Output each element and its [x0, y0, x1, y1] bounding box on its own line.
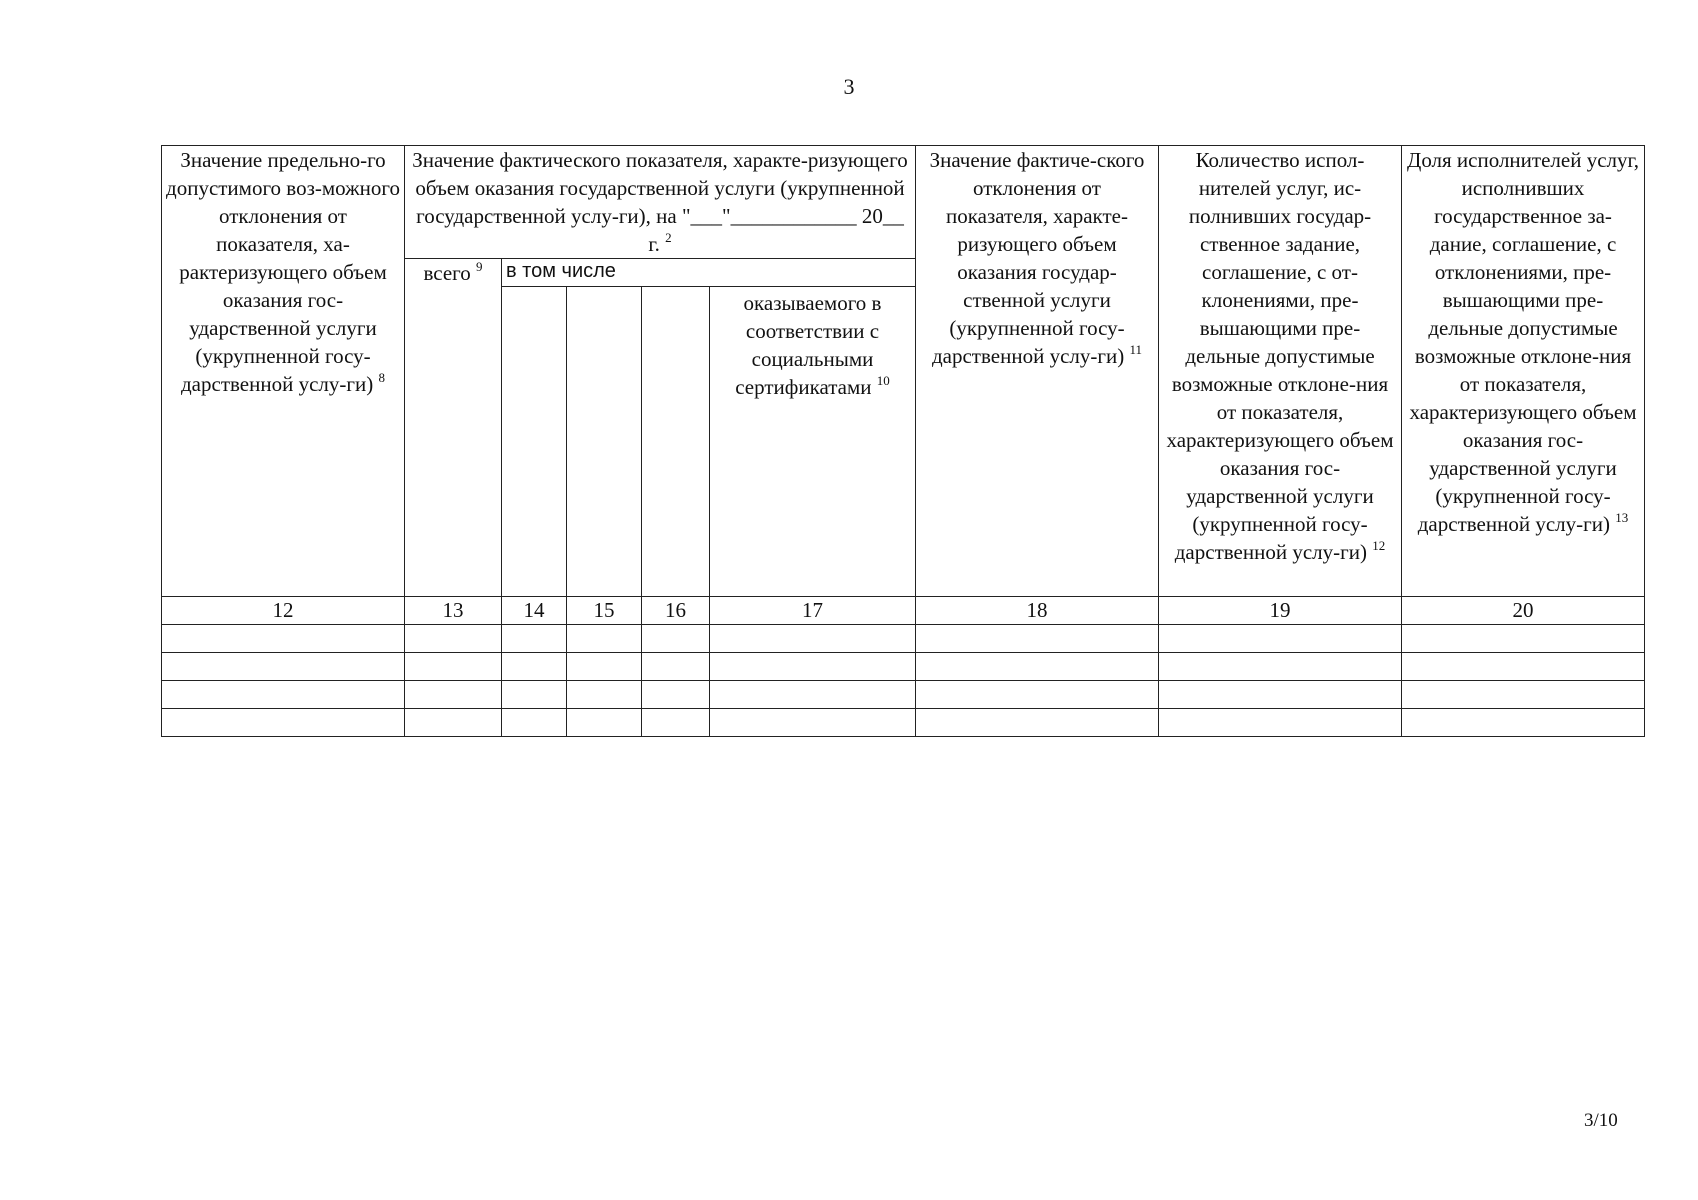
table-cell: [1159, 653, 1402, 681]
header-total: всего $^9$: [405, 259, 502, 597]
table-row: [162, 653, 1645, 681]
table-cell: [710, 653, 916, 681]
header-col-14: [502, 287, 567, 597]
table-cell: [162, 709, 405, 737]
table-cell: [916, 653, 1159, 681]
header-actual-value-group: Значение фактического показателя, характе-ризующего объем оказания государственной услуги (укрупненной государственной услу-ги), на "___"____________ 20__ г. $^2$: [405, 146, 916, 259]
table-row: [162, 709, 1645, 737]
table-cell: [916, 709, 1159, 737]
column-number: 18: [916, 597, 1159, 625]
table-cell: [1402, 625, 1645, 653]
page-counter: 3/10: [1584, 1110, 1618, 1131]
table-cell: [916, 625, 1159, 653]
table-cell: [916, 681, 1159, 709]
table-cell: [642, 709, 710, 737]
table-cell: [1159, 681, 1402, 709]
table-cell: [642, 653, 710, 681]
header-col-16: [642, 287, 710, 597]
header-including: в том числе: [502, 259, 916, 287]
column-number: 16: [642, 597, 710, 625]
header-col-12: Значение предельно-го допустимого воз-можного отклонения от показателя, ха-рактеризующего объем оказания гос-ударственной услуги (укрупненной госу-дарственной услу-ги) $^8$: [162, 146, 405, 597]
table-cell: [567, 653, 642, 681]
empty-rows: [162, 625, 1645, 737]
table-cell: [502, 681, 567, 709]
table-cell: [1402, 681, 1645, 709]
table-cell: [1402, 709, 1645, 737]
table-cell: [162, 653, 405, 681]
header-col-15: [567, 287, 642, 597]
table-cell: [1159, 709, 1402, 737]
report-table: [161, 145, 1645, 737]
table-cell: [642, 625, 710, 653]
column-number: 13: [405, 597, 502, 625]
column-numbers-row: [162, 597, 1645, 625]
column-number: 17: [710, 597, 916, 625]
table-cell: [502, 625, 567, 653]
table-cell: [710, 681, 916, 709]
column-number: 15: [567, 597, 642, 625]
table-cell: [405, 625, 502, 653]
table-cell: [1402, 653, 1645, 681]
table-cell: [405, 681, 502, 709]
table-row: [162, 681, 1645, 709]
column-number: 20: [1402, 597, 1645, 625]
table-cell: [710, 709, 916, 737]
table-cell: [162, 681, 405, 709]
table-cell: [162, 625, 405, 653]
column-number: 14: [502, 597, 567, 625]
table-cell: [567, 625, 642, 653]
header-social-certificates: оказываемого в соответствии с социальными сертификатами $^{10}$: [710, 287, 916, 597]
header-col-18: Значение фактиче-ского отклонения от показателя, характе-ризующего объем оказания государ-ственной услуги (укрупненной госу-дарственной услу-ги) $^{11}$: [916, 146, 1159, 597]
table-cell: [642, 681, 710, 709]
table-cell: [567, 681, 642, 709]
table-cell: [405, 709, 502, 737]
header-col-19: Количество испол-нителей услуг, ис-полнивших государ-ственное задание, соглашение, с от-клонениями, пре-вышающими пре-дельные допустимые возможные отклоне-ния от показателя, характеризующего объем оказания гос-ударственной услуги (укрупненной госу-дарственной услу-ги) $^{12}$: [1159, 146, 1402, 597]
page-number: 3: [843, 74, 855, 99]
table-cell: [710, 625, 916, 653]
table-cell: [567, 709, 642, 737]
table-row: [162, 625, 1645, 653]
column-number: 12: [162, 597, 405, 625]
column-number: 19: [1159, 597, 1402, 625]
header-col-20: Доля исполнителей услуг, исполнивших государственное за-дание, соглашение, с отклонениями, пре-вышающими пре-дельные допустимые возможные отклоне-ния от показателя, характеризующего объем оказания гос-ударственной услуги (укрупненной госу-дарственной услу-ги) $^{13}$: [1402, 146, 1645, 597]
table-cell: [405, 653, 502, 681]
table-cell: [502, 709, 567, 737]
table-cell: [1159, 625, 1402, 653]
table-cell: [502, 653, 567, 681]
